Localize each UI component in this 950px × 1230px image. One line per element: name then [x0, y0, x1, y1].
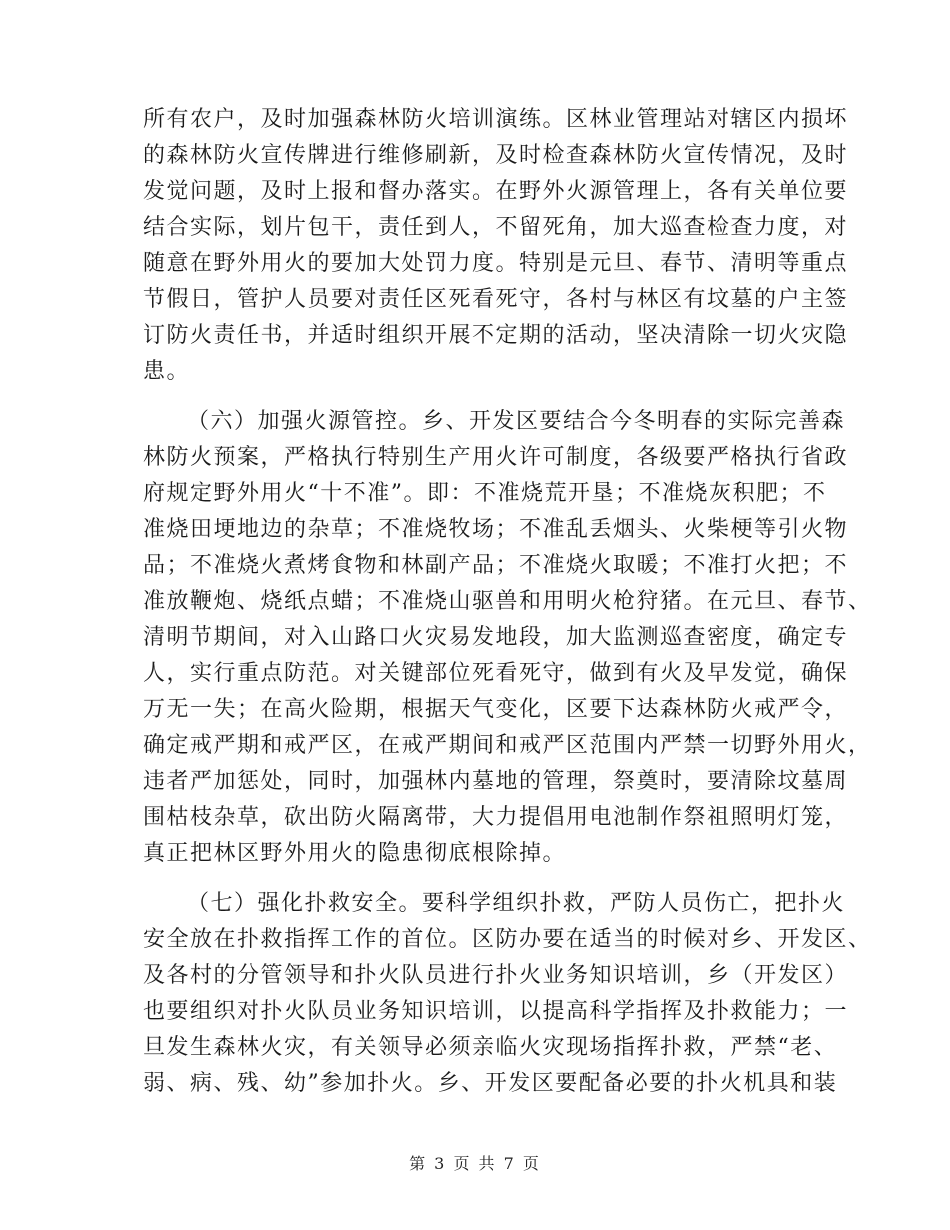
text-line: 林防火预案，严格执行特别生产用火许可制度，各级要严格执行省政 — [143, 445, 849, 470]
text-line: 弱、病、残、幼”参加扑火。乡、开发区要配备必要的扑火机具和装 — [143, 1071, 838, 1096]
text-line: 安全放在扑救指挥工作的首位。区防办要在适当的时候对乡、开发区、 — [143, 927, 872, 952]
text-line: 患。 — [143, 359, 191, 384]
text-line: 围枯枝杂草，砍出防火隔离带，大力提倡用电池制作祭祖照明灯笼， — [143, 805, 849, 830]
text-line: 万无一失；在高火险期，根据天气变化，区要下达森林防火戒严令， — [143, 697, 849, 722]
text-line: 订防火责任书，并适时组织开展不定期的活动，坚决清除一切火灾隐 — [143, 323, 849, 348]
text-line: 发觉问题，及时上报和督办落实。在野外火源管理上，各有关单位要 — [143, 179, 849, 204]
text-line: 真正把林区野外用火的隐患彻底根除掉。 — [143, 841, 567, 866]
text-line: 府规定野外用火“十不准”。即：不准烧荒开垦；不准烧灰积肥；不 — [143, 481, 827, 506]
page-number-footer: 第 3 页 共 7 页 — [409, 1154, 541, 1173]
paragraph-1 — [143, 102, 849, 390]
text-line: 清明节期间，对入山路口火灾易发地段，加大监测巡查密度，确定专 — [143, 625, 849, 650]
text-line: 及各村的分管领导和扑火队员进行扑火业务知识培训，乡（开发区） — [143, 963, 849, 988]
text-line: 旦发生森林火灾，有关领导必须亲临火灾现场指挥扑救，严禁“老、 — [143, 1035, 838, 1060]
text-line: 品；不准烧火煮烤食物和林副产品；不准烧火取暖；不准打火把；不 — [143, 553, 849, 578]
text-line: 随意在野外用火的要加大处罚力度。特别是元旦、春节、清明等重点 — [143, 251, 849, 276]
text-line: （六）加强火源管控。乡、开发区要结合今冬明春的实际完善森 — [187, 409, 846, 434]
text-line: 节假日，管护人员要对责任区死看死守，各村与林区有坟墓的户主签 — [143, 287, 849, 312]
text-line: 结合实际，划片包干，责任到人，不留死角，加大巡查检查力度，对 — [143, 215, 849, 240]
paragraph-2 — [143, 404, 872, 872]
text-line: 人，实行重点防范。对关键部位死看死守，做到有火及早发觉，确保 — [143, 661, 849, 686]
text-line: 也要组织对扑火队员业务知识培训，以提高科学指挥及扑救能力；一 — [143, 999, 849, 1024]
text-line: 确定戒严期和戒严区，在戒严期间和戒严区范围内严禁一切野外用火， — [143, 733, 872, 758]
body-text — [143, 102, 872, 1102]
paragraph-3 — [143, 886, 872, 1102]
text-line: 准烧田埂地边的杂草；不准烧牧场；不准乱丢烟头、火柴梗等引火物 — [143, 517, 849, 542]
text-line: 准放鞭炮、烧纸点蜡；不准烧山驱兽和用明火枪狩猪。在元旦、春节、 — [143, 589, 872, 614]
text-line: 所有农户，及时加强森林防火培训演练。区林业管理站对辖区内损坏 — [143, 107, 849, 132]
text-line: 的森林防火宣传牌进行维修刷新，及时检查森林防火宣传情况，及时 — [143, 143, 849, 168]
text-line: （七）强化扑救安全。要科学组织扑救，严防人员伤亡，把扑火 — [187, 891, 846, 916]
text-line: 违者严加惩处，同时，加强林内墓地的管理，祭奠时，要清除坟墓周 — [143, 769, 849, 794]
